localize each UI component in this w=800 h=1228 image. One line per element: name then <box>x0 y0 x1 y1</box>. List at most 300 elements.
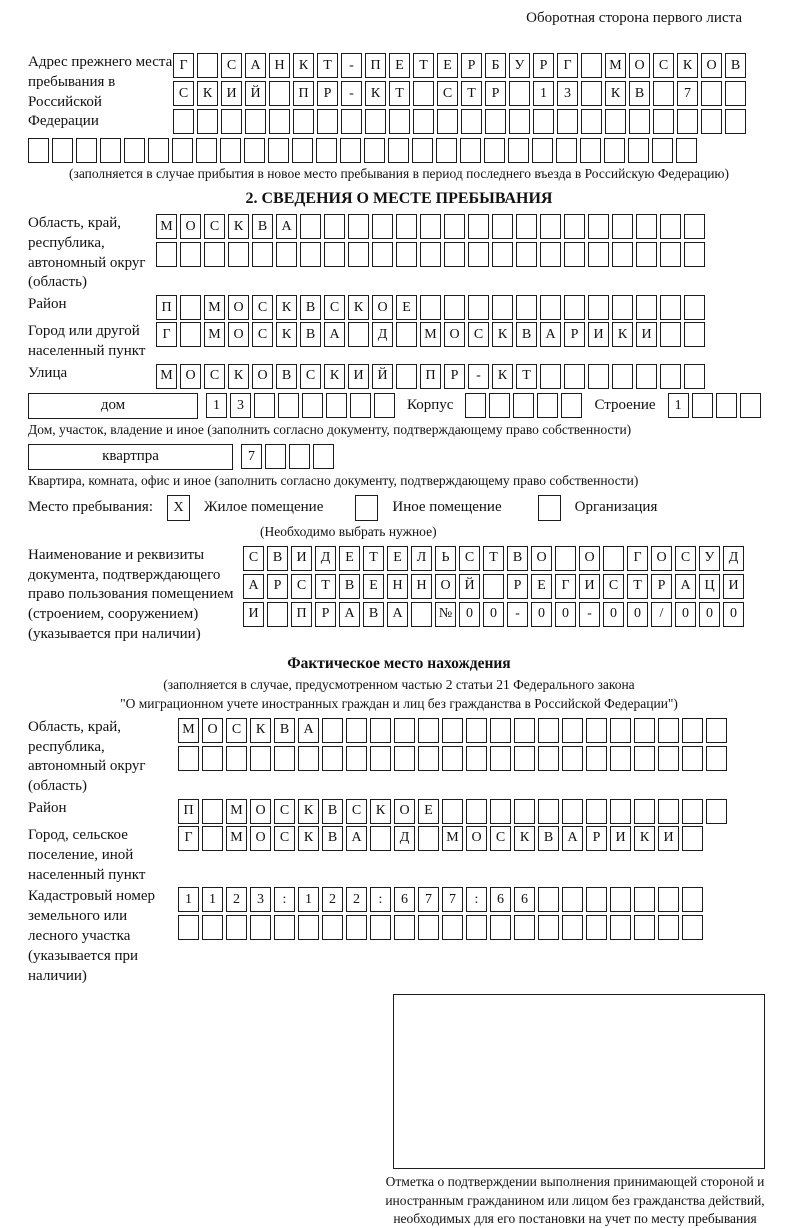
char-cell[interactable] <box>76 138 97 163</box>
char-cell[interactable]: П <box>291 602 312 627</box>
char-cell[interactable]: П <box>365 53 386 78</box>
char-cell[interactable] <box>682 915 703 940</box>
char-cell[interactable]: С <box>675 546 696 571</box>
char-cell[interactable]: К <box>276 295 297 320</box>
char-cell[interactable]: Т <box>315 574 336 599</box>
char-cell[interactable] <box>682 887 703 912</box>
char-cell[interactable] <box>388 138 409 163</box>
char-cell[interactable]: О <box>180 214 201 239</box>
char-cell[interactable] <box>612 214 633 239</box>
char-cell[interactable] <box>346 718 367 743</box>
char-cell[interactable]: - <box>507 602 528 627</box>
char-cell[interactable]: О <box>579 546 600 571</box>
char-cell[interactable]: И <box>243 602 264 627</box>
char-cell[interactable]: Р <box>315 602 336 627</box>
char-cell[interactable]: Г <box>178 826 199 851</box>
char-cell[interactable] <box>394 746 415 771</box>
char-cell[interactable] <box>610 887 631 912</box>
char-cell[interactable]: 2 <box>322 887 343 912</box>
char-cell[interactable] <box>676 138 697 163</box>
char-cell[interactable]: 1 <box>206 393 227 418</box>
char-cell[interactable]: М <box>605 53 626 78</box>
char-cell[interactable]: 0 <box>459 602 480 627</box>
char-cell[interactable] <box>564 242 585 267</box>
char-cell[interactable]: С <box>226 718 247 743</box>
char-cell[interactable] <box>516 295 537 320</box>
char-cell[interactable] <box>465 393 486 418</box>
char-cell[interactable]: О <box>651 546 672 571</box>
char-cell[interactable]: О <box>252 364 273 389</box>
char-cell[interactable] <box>348 322 369 347</box>
char-cell[interactable]: А <box>245 53 266 78</box>
char-cell[interactable] <box>250 746 271 771</box>
char-cell[interactable] <box>396 242 417 267</box>
char-cell[interactable] <box>412 138 433 163</box>
char-cell[interactable] <box>658 746 679 771</box>
char-cell[interactable]: Д <box>723 546 744 571</box>
char-cell[interactable] <box>588 364 609 389</box>
char-cell[interactable]: Г <box>173 53 194 78</box>
char-cell[interactable]: 6 <box>490 887 511 912</box>
char-cell[interactable] <box>706 799 727 824</box>
char-cell[interactable]: С <box>490 826 511 851</box>
char-cell[interactable]: С <box>346 799 367 824</box>
char-cell[interactable] <box>658 887 679 912</box>
char-cell[interactable] <box>372 242 393 267</box>
char-cell[interactable]: В <box>322 799 343 824</box>
char-cell[interactable]: 0 <box>483 602 504 627</box>
char-cell[interactable]: С <box>204 364 225 389</box>
char-cell[interactable]: М <box>226 799 247 824</box>
char-cell[interactable] <box>581 53 602 78</box>
char-cell[interactable] <box>269 109 290 134</box>
char-cell[interactable]: С <box>437 81 458 106</box>
char-cell[interactable]: Е <box>363 574 384 599</box>
char-cell[interactable] <box>564 214 585 239</box>
char-cell[interactable] <box>313 444 334 469</box>
char-cell[interactable] <box>173 109 194 134</box>
char-cell[interactable] <box>564 364 585 389</box>
char-cell[interactable] <box>537 393 558 418</box>
char-cell[interactable] <box>562 799 583 824</box>
char-cell[interactable]: Ц <box>699 574 720 599</box>
char-cell[interactable]: Р <box>586 826 607 851</box>
char-cell[interactable]: Л <box>411 546 432 571</box>
kvartira-type-box[interactable]: квартпра <box>28 444 233 470</box>
char-cell[interactable]: 3 <box>230 393 251 418</box>
char-cell[interactable] <box>293 109 314 134</box>
char-cell[interactable] <box>202 826 223 851</box>
dom-type-box[interactable]: дом <box>28 393 198 419</box>
char-cell[interactable] <box>396 364 417 389</box>
char-cell[interactable] <box>250 915 271 940</box>
char-cell[interactable] <box>677 109 698 134</box>
char-cell[interactable]: О <box>435 574 456 599</box>
char-cell[interactable]: - <box>341 53 362 78</box>
char-cell[interactable]: Р <box>461 53 482 78</box>
char-cell[interactable]: К <box>605 81 626 106</box>
char-cell[interactable]: К <box>228 214 249 239</box>
char-cell[interactable] <box>538 746 559 771</box>
char-cell[interactable] <box>413 109 434 134</box>
char-cell[interactable]: 0 <box>555 602 576 627</box>
char-cell[interactable] <box>411 602 432 627</box>
char-cell[interactable]: О <box>444 322 465 347</box>
char-cell[interactable]: В <box>274 718 295 743</box>
char-cell[interactable]: 7 <box>418 887 439 912</box>
char-cell[interactable]: О <box>629 53 650 78</box>
char-cell[interactable] <box>444 242 465 267</box>
char-cell[interactable] <box>725 81 746 106</box>
char-cell[interactable] <box>396 322 417 347</box>
char-cell[interactable] <box>634 718 655 743</box>
char-cell[interactable] <box>324 242 345 267</box>
char-cell[interactable]: 1 <box>178 887 199 912</box>
char-cell[interactable] <box>350 393 371 418</box>
char-cell[interactable] <box>492 242 513 267</box>
char-cell[interactable] <box>580 138 601 163</box>
char-cell[interactable]: К <box>228 364 249 389</box>
char-cell[interactable]: М <box>442 826 463 851</box>
char-cell[interactable]: И <box>579 574 600 599</box>
char-cell[interactable] <box>634 799 655 824</box>
char-cell[interactable] <box>658 799 679 824</box>
char-cell[interactable]: № <box>435 602 456 627</box>
char-cell[interactable] <box>466 746 487 771</box>
char-cell[interactable]: В <box>322 826 343 851</box>
char-cell[interactable] <box>485 109 506 134</box>
char-cell[interactable] <box>374 393 395 418</box>
char-cell[interactable] <box>420 214 441 239</box>
char-cell[interactable] <box>466 915 487 940</box>
char-cell[interactable] <box>533 109 554 134</box>
char-cell[interactable] <box>178 746 199 771</box>
char-cell[interactable] <box>180 322 201 347</box>
char-cell[interactable]: С <box>274 826 295 851</box>
char-cell[interactable] <box>586 746 607 771</box>
char-cell[interactable]: : <box>274 887 295 912</box>
char-cell[interactable] <box>52 138 73 163</box>
char-cell[interactable]: В <box>300 295 321 320</box>
char-cell[interactable]: В <box>363 602 384 627</box>
char-cell[interactable] <box>540 364 561 389</box>
char-cell[interactable] <box>660 364 681 389</box>
char-cell[interactable]: К <box>370 799 391 824</box>
char-cell[interactable] <box>276 242 297 267</box>
char-cell[interactable]: С <box>468 322 489 347</box>
char-cell[interactable] <box>701 109 722 134</box>
char-cell[interactable]: Т <box>627 574 648 599</box>
char-cell[interactable]: В <box>538 826 559 851</box>
char-cell[interactable] <box>581 109 602 134</box>
char-cell[interactable] <box>540 242 561 267</box>
char-cell[interactable] <box>317 109 338 134</box>
char-cell[interactable]: 1 <box>298 887 319 912</box>
char-cell[interactable]: 6 <box>394 887 415 912</box>
char-cell[interactable] <box>221 109 242 134</box>
char-cell[interactable] <box>603 546 624 571</box>
char-cell[interactable] <box>612 242 633 267</box>
char-cell[interactable] <box>265 444 286 469</box>
char-cell[interactable]: Т <box>461 81 482 106</box>
char-cell[interactable] <box>444 214 465 239</box>
char-cell[interactable] <box>372 214 393 239</box>
char-cell[interactable] <box>532 138 553 163</box>
char-cell[interactable] <box>420 242 441 267</box>
char-cell[interactable] <box>682 799 703 824</box>
char-cell[interactable]: К <box>492 322 513 347</box>
char-cell[interactable]: Д <box>394 826 415 851</box>
char-cell[interactable] <box>204 242 225 267</box>
char-cell[interactable] <box>300 214 321 239</box>
char-cell[interactable] <box>466 799 487 824</box>
char-cell[interactable] <box>326 393 347 418</box>
char-cell[interactable]: 1 <box>668 393 689 418</box>
char-cell[interactable]: 0 <box>699 602 720 627</box>
char-cell[interactable]: Е <box>531 574 552 599</box>
char-cell[interactable] <box>226 746 247 771</box>
char-cell[interactable] <box>538 915 559 940</box>
char-cell[interactable]: К <box>276 322 297 347</box>
char-cell[interactable] <box>348 242 369 267</box>
char-cell[interactable] <box>490 718 511 743</box>
char-cell[interactable] <box>302 393 323 418</box>
char-cell[interactable]: А <box>675 574 696 599</box>
char-cell[interactable]: Р <box>485 81 506 106</box>
char-cell[interactable]: Р <box>564 322 585 347</box>
char-cell[interactable] <box>156 242 177 267</box>
char-cell[interactable] <box>394 915 415 940</box>
char-cell[interactable] <box>370 718 391 743</box>
zhiloe-checkbox[interactable]: X <box>167 495 190 521</box>
char-cell[interactable] <box>340 138 361 163</box>
char-cell[interactable]: О <box>250 799 271 824</box>
char-cell[interactable] <box>202 746 223 771</box>
char-cell[interactable] <box>418 718 439 743</box>
char-cell[interactable]: Й <box>372 364 393 389</box>
char-cell[interactable] <box>269 81 290 106</box>
char-cell[interactable] <box>660 322 681 347</box>
char-cell[interactable] <box>586 718 607 743</box>
char-cell[interactable]: Е <box>339 546 360 571</box>
char-cell[interactable] <box>418 915 439 940</box>
char-cell[interactable]: - <box>341 81 362 106</box>
char-cell[interactable]: Д <box>372 322 393 347</box>
char-cell[interactable] <box>514 718 535 743</box>
organizatsiya-checkbox[interactable] <box>538 495 561 521</box>
char-cell[interactable] <box>442 915 463 940</box>
char-cell[interactable] <box>202 915 223 940</box>
char-cell[interactable] <box>653 81 674 106</box>
char-cell[interactable] <box>442 799 463 824</box>
char-cell[interactable] <box>652 138 673 163</box>
char-cell[interactable] <box>370 826 391 851</box>
char-cell[interactable] <box>636 214 657 239</box>
char-cell[interactable] <box>197 109 218 134</box>
char-cell[interactable] <box>509 81 530 106</box>
char-cell[interactable]: П <box>293 81 314 106</box>
char-cell[interactable]: Г <box>156 322 177 347</box>
char-cell[interactable] <box>562 746 583 771</box>
char-cell[interactable] <box>461 109 482 134</box>
char-cell[interactable]: 3 <box>250 887 271 912</box>
char-cell[interactable] <box>468 214 489 239</box>
char-cell[interactable] <box>555 546 576 571</box>
char-cell[interactable] <box>684 295 705 320</box>
char-cell[interactable]: М <box>420 322 441 347</box>
char-cell[interactable]: А <box>324 322 345 347</box>
char-cell[interactable] <box>252 242 273 267</box>
char-cell[interactable]: И <box>221 81 242 106</box>
char-cell[interactable]: А <box>540 322 561 347</box>
char-cell[interactable]: И <box>723 574 744 599</box>
char-cell[interactable]: М <box>204 295 225 320</box>
char-cell[interactable] <box>148 138 169 163</box>
char-cell[interactable] <box>178 915 199 940</box>
char-cell[interactable]: Р <box>533 53 554 78</box>
char-cell[interactable] <box>684 242 705 267</box>
char-cell[interactable]: П <box>156 295 177 320</box>
char-cell[interactable] <box>274 915 295 940</box>
char-cell[interactable]: В <box>516 322 537 347</box>
char-cell[interactable] <box>300 242 321 267</box>
char-cell[interactable] <box>604 138 625 163</box>
char-cell[interactable]: К <box>514 826 535 851</box>
char-cell[interactable] <box>540 295 561 320</box>
char-cell[interactable]: У <box>699 546 720 571</box>
char-cell[interactable] <box>538 887 559 912</box>
char-cell[interactable] <box>701 81 722 106</box>
char-cell[interactable] <box>636 364 657 389</box>
char-cell[interactable]: О <box>228 322 249 347</box>
char-cell[interactable]: С <box>324 295 345 320</box>
char-cell[interactable]: Д <box>315 546 336 571</box>
char-cell[interactable]: С <box>653 53 674 78</box>
char-cell[interactable] <box>682 718 703 743</box>
char-cell[interactable]: М <box>156 214 177 239</box>
char-cell[interactable]: - <box>579 602 600 627</box>
char-cell[interactable] <box>684 364 705 389</box>
char-cell[interactable]: О <box>531 546 552 571</box>
char-cell[interactable] <box>268 138 289 163</box>
char-cell[interactable] <box>274 746 295 771</box>
char-cell[interactable]: М <box>204 322 225 347</box>
char-cell[interactable] <box>538 799 559 824</box>
char-cell[interactable]: В <box>339 574 360 599</box>
char-cell[interactable]: В <box>300 322 321 347</box>
char-cell[interactable]: 3 <box>557 81 578 106</box>
char-cell[interactable]: 0 <box>603 602 624 627</box>
char-cell[interactable] <box>660 295 681 320</box>
char-cell[interactable]: 7 <box>241 444 262 469</box>
char-cell[interactable]: О <box>180 364 201 389</box>
char-cell[interactable]: / <box>651 602 672 627</box>
char-cell[interactable] <box>196 138 217 163</box>
char-cell[interactable]: М <box>178 718 199 743</box>
char-cell[interactable] <box>586 887 607 912</box>
char-cell[interactable] <box>180 295 201 320</box>
char-cell[interactable]: В <box>252 214 273 239</box>
char-cell[interactable]: К <box>492 364 513 389</box>
char-cell[interactable]: 2 <box>226 887 247 912</box>
char-cell[interactable] <box>740 393 761 418</box>
char-cell[interactable] <box>682 826 703 851</box>
char-cell[interactable] <box>316 138 337 163</box>
char-cell[interactable] <box>509 109 530 134</box>
char-cell[interactable] <box>483 574 504 599</box>
char-cell[interactable]: К <box>298 799 319 824</box>
char-cell[interactable]: С <box>459 546 480 571</box>
char-cell[interactable] <box>490 915 511 940</box>
char-cell[interactable]: Е <box>437 53 458 78</box>
char-cell[interactable]: П <box>420 364 441 389</box>
char-cell[interactable] <box>588 214 609 239</box>
char-cell[interactable]: К <box>250 718 271 743</box>
char-cell[interactable]: В <box>276 364 297 389</box>
char-cell[interactable]: И <box>348 364 369 389</box>
char-cell[interactable] <box>437 109 458 134</box>
char-cell[interactable] <box>364 138 385 163</box>
char-cell[interactable] <box>562 718 583 743</box>
char-cell[interactable]: О <box>250 826 271 851</box>
char-cell[interactable] <box>442 718 463 743</box>
char-cell[interactable]: А <box>243 574 264 599</box>
char-cell[interactable]: Р <box>444 364 465 389</box>
char-cell[interactable]: : <box>370 887 391 912</box>
char-cell[interactable] <box>634 915 655 940</box>
char-cell[interactable]: С <box>173 81 194 106</box>
char-cell[interactable] <box>418 746 439 771</box>
char-cell[interactable]: К <box>634 826 655 851</box>
char-cell[interactable] <box>586 799 607 824</box>
char-cell[interactable]: М <box>226 826 247 851</box>
char-cell[interactable]: 7 <box>442 887 463 912</box>
char-cell[interactable]: С <box>252 322 273 347</box>
char-cell[interactable] <box>172 138 193 163</box>
char-cell[interactable]: 1 <box>533 81 554 106</box>
char-cell[interactable]: В <box>267 546 288 571</box>
char-cell[interactable] <box>564 295 585 320</box>
char-cell[interactable]: К <box>612 322 633 347</box>
char-cell[interactable] <box>658 718 679 743</box>
char-cell[interactable] <box>684 214 705 239</box>
char-cell[interactable]: Т <box>363 546 384 571</box>
char-cell[interactable]: А <box>298 718 319 743</box>
char-cell[interactable]: К <box>348 295 369 320</box>
char-cell[interactable] <box>514 915 535 940</box>
char-cell[interactable] <box>540 214 561 239</box>
char-cell[interactable]: Е <box>396 295 417 320</box>
char-cell[interactable] <box>628 138 649 163</box>
char-cell[interactable]: Т <box>389 81 410 106</box>
char-cell[interactable]: Т <box>483 546 504 571</box>
char-cell[interactable]: 7 <box>677 81 698 106</box>
char-cell[interactable] <box>492 295 513 320</box>
char-cell[interactable] <box>420 295 441 320</box>
char-cell[interactable]: А <box>387 602 408 627</box>
char-cell[interactable] <box>468 242 489 267</box>
char-cell[interactable] <box>706 746 727 771</box>
char-cell[interactable]: С <box>204 214 225 239</box>
char-cell[interactable]: 0 <box>531 602 552 627</box>
char-cell[interactable] <box>492 214 513 239</box>
char-cell[interactable] <box>394 718 415 743</box>
char-cell[interactable] <box>298 746 319 771</box>
char-cell[interactable]: 1 <box>202 887 223 912</box>
char-cell[interactable] <box>418 826 439 851</box>
char-cell[interactable] <box>267 602 288 627</box>
char-cell[interactable]: Р <box>267 574 288 599</box>
